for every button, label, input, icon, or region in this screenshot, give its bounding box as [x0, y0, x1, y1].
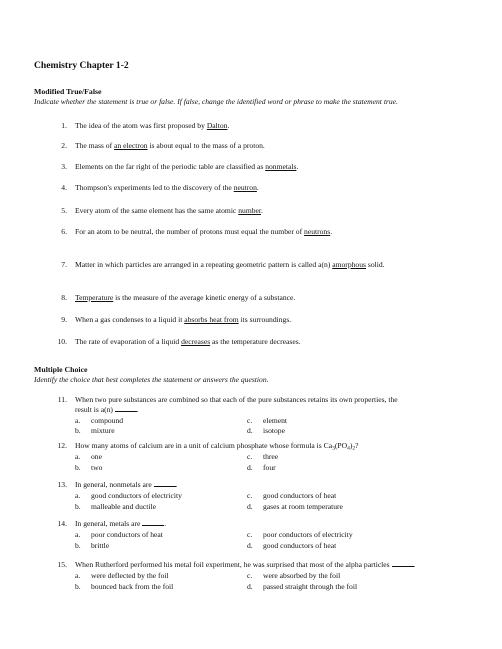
option-c: c. good conductors of heat — [247, 491, 337, 500]
underlined-term: number — [238, 206, 261, 215]
underlined-term: an electron — [114, 141, 148, 150]
option-c: c. were absorbed by the foil — [247, 571, 341, 580]
option-a: a. compound — [75, 416, 124, 425]
question-text: When a gas condenses to a liquid it absorbs heat from its surroundings. — [75, 315, 292, 324]
option-b: b. bounced back from the foil — [75, 582, 174, 591]
question-text: The mass of an electron is about equal to the mass of a proton. — [75, 141, 265, 150]
answer-blank — [142, 519, 164, 526]
section-instructions-true-false: Indicate whether the statement is true or false. If false, change the identified word or phrase to make the statement true. — [34, 97, 398, 106]
question-number: 2. — [61, 141, 67, 150]
question-text: When two pure substances are combined so that each of the pure substances retains its own properties, the — [75, 395, 398, 404]
question-text: Every atom of the same element has the same atomic number. — [75, 206, 263, 215]
question-text: Temperature is the measure of the average kinetic energy of a substance. — [75, 293, 296, 302]
option-a: a. were deflected by the foil — [75, 571, 169, 580]
question-text: Matter in which particles are arranged in a repeating geometric pattern is called a(n) amorphous solid. — [75, 260, 385, 269]
underlined-term: Temperature — [75, 293, 114, 302]
option-c: c. element — [247, 416, 288, 425]
underlined-term: decreases — [181, 337, 211, 346]
question-number: 13. — [57, 480, 67, 489]
question-text: How many atoms of calcium are in a unit of calcium phosphate whose formula is $Ca_3(PO_4)_2$? — [75, 441, 359, 452]
option-a: a. poor conductors of heat — [75, 530, 163, 539]
question-number: 15. — [57, 560, 67, 569]
question-number: 4. — [61, 183, 67, 192]
option-b: b. two — [75, 463, 103, 472]
option-d: d. isotope — [247, 426, 285, 435]
section-heading-true-false: Modified True/False — [34, 87, 102, 96]
question-number: 9. — [61, 315, 67, 324]
option-c: c. poor conductors of electricity — [247, 530, 353, 539]
question-number: 8. — [61, 293, 67, 302]
question-number: 11. — [57, 395, 67, 404]
question-number: 14. — [57, 519, 67, 528]
question-number: 12. — [57, 441, 67, 450]
question-text: The rate of evaporation of a liquid decreases as the temperature decreases. — [75, 337, 301, 346]
option-d: d. gases at room temperature — [247, 502, 343, 511]
option-d: d. four — [247, 463, 276, 472]
question-text: Thompson's experiments led to the discovery of the neutron. — [75, 183, 259, 192]
answer-blank — [115, 405, 137, 412]
underlined-term: Dalton — [206, 121, 228, 130]
question-number: 5. — [61, 206, 67, 215]
answer-blank — [392, 560, 414, 567]
question-text: Elements on the far right of the periodic table are classified as nonmetals. — [75, 162, 299, 171]
underlined-term: neutrons — [304, 227, 331, 236]
question-text: When Rutherford performed his metal foil experiment, he was surprised that most of the alpha particles . — [75, 560, 416, 569]
section-heading-multiple-choice: Multiple Choice — [34, 365, 88, 374]
underlined-term: amorphous — [332, 260, 366, 269]
option-b: b. malleable and ductile — [75, 502, 156, 511]
page-title: Chemistry Chapter 1-2 — [34, 60, 129, 71]
option-b: b. brittle — [75, 541, 110, 550]
question-number: 10. — [57, 337, 67, 346]
section-instructions-multiple-choice: Identify the choice that best completes the statement or answers the question. — [34, 375, 269, 384]
option-a: a. good conductors of electricity — [75, 491, 182, 500]
question-text: In general, nonmetals are . — [75, 480, 178, 489]
option-b: b. mixture — [75, 426, 115, 435]
question-text-line2: result is a(n) . — [75, 405, 139, 414]
answer-blank — [154, 480, 176, 487]
question-number: 3. — [61, 162, 67, 171]
question-number: 7. — [61, 260, 67, 269]
question-number: 6. — [61, 227, 67, 236]
option-c: c. three — [247, 452, 279, 461]
underlined-term: nonmetals — [265, 162, 297, 171]
option-a: a. one — [75, 452, 102, 461]
underlined-term: neutron — [233, 183, 257, 192]
question-text: For an atom to be neutral, the number of protons must equal the number of neutrons. — [75, 227, 333, 236]
option-d: d. passed straight through the foil — [247, 582, 358, 591]
underlined-term: absorbs heat from — [184, 315, 239, 324]
question-number: 1. — [61, 121, 67, 130]
option-d: d. good conductors of heat — [247, 541, 337, 550]
question-text: The idea of the atom was first proposed by Dalton. — [75, 121, 230, 130]
question-text: In general, metals are . — [75, 519, 167, 528]
